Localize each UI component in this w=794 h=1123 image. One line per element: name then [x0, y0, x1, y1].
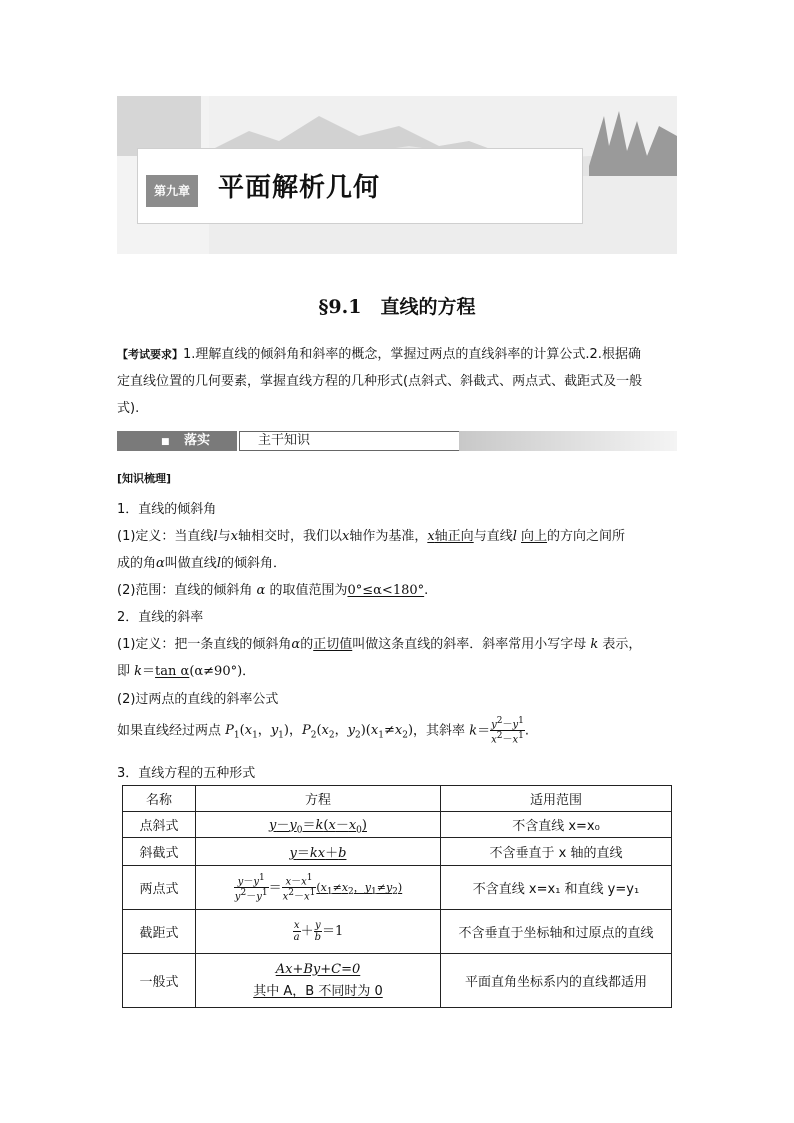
s1-definition-line-2: 成的角α叫做直线l的倾斜角．: [117, 556, 286, 571]
requirements-line-3: 式).: [117, 401, 140, 416]
chapter-banner: [117, 96, 677, 254]
s3-heading: 3．直线方程的五种形式: [117, 766, 256, 781]
table-row: 一般式 Ax+By+C=0 其中 A，B 不同时为 0 平面直角坐标系内的直线都适用: [123, 954, 672, 1008]
chapter-title: 平面解析几何: [218, 173, 381, 203]
header-scope: 适用范围: [441, 786, 672, 812]
header-name: 名称: [123, 786, 196, 812]
chapter-title-box: [137, 148, 583, 224]
s2-formula-title: (2)过两点的直线的斜率公式: [117, 692, 279, 707]
bar-right-label: 主干知识: [258, 433, 311, 448]
s2-heading: 2．直线的斜率: [117, 610, 204, 625]
square-marker-icon: ■: [161, 437, 170, 447]
table-header-row: [123, 786, 672, 812]
s1-definition-line-1: (1)定义：当直线l与x轴相交时，我们以x轴作为基准，x轴正向与直线l 向上的方向之间所: [117, 529, 626, 544]
slope-fraction: $\frac{y^2-y^1}{x^2-x^1}$: [491, 716, 524, 746]
s2-formula-line: 如果直线经过两点 $P_1(x_1$，$y_1$)，$P_2(x_2$，$y_2)(x_1\ne x_2)$，其斜率 k＝ $\frac{y^2-y^1}{x^2-x^1}$ .: [117, 716, 530, 746]
general-note: 其中 A，B 不同时为 0: [253, 983, 383, 999]
bar-light-part: [239, 431, 461, 451]
equation-forms-table: [122, 785, 672, 1008]
header-equation: 方程: [196, 786, 441, 812]
bar-left-label: 落实: [184, 433, 211, 448]
chapter-tag: 第九章: [146, 175, 198, 207]
general-equation: Ax+By+C=0: [275, 961, 361, 977]
table-row: 截距式 $\frac{x}{a}$ ＋ $\frac{y}{b}$ ＝1 不含垂直于坐标轴和过原点的直线: [123, 910, 672, 954]
table-row: 斜截式 y＝kx＋b 不含垂直于 x 轴的直线: [123, 838, 672, 866]
s1-heading: 1．直线的倾斜角: [117, 502, 217, 517]
requirements-line-2: 定直线位置的几何要素，掌握直线方程的几种形式(点斜式、斜截式、两点式、截距式及一般: [117, 374, 643, 389]
requirements-line-1: 【考试要求】1.理解直线的倾斜角和斜率的概念，掌握过两点的直线斜率的计算公式.2.根据确: [117, 347, 641, 362]
bar-dark-part: [117, 431, 237, 451]
section-bar: [117, 431, 677, 451]
s1-range-line: (2)范围：直线的倾斜角 α 的取值范围为0°≤α<180°.: [117, 583, 429, 598]
section-title: §9.1 直线的方程: [318, 296, 476, 318]
knowledge-label: [知识梳理]: [117, 472, 172, 485]
requirements-label: 【考试要求】: [117, 348, 183, 361]
table-row: 两点式 $\frac{y-y^1}{y^2-y^1}$ ＝ $\frac{x-x^1}{x^2-x^1}$ ($x_1\ne x_2$，$y_1\ne y_2$) 不含直线 x=x₁ 和直线 y=y₁: [123, 866, 672, 910]
table-row: 点斜式 $y-y_0=k(x-x_0)$ 不含直线 x=x₀: [123, 812, 672, 838]
bar-gradient: [459, 431, 677, 451]
s2-definition-line-2: 即 k＝tan α(α≠90°)．: [117, 664, 256, 679]
banner-tab-decoration: [117, 96, 201, 156]
s2-definition-line-1: (1)定义：把一条直线的倾斜角α的正切值叫做这条直线的斜率．斜率常用小写字母 k 表示，: [117, 637, 642, 652]
